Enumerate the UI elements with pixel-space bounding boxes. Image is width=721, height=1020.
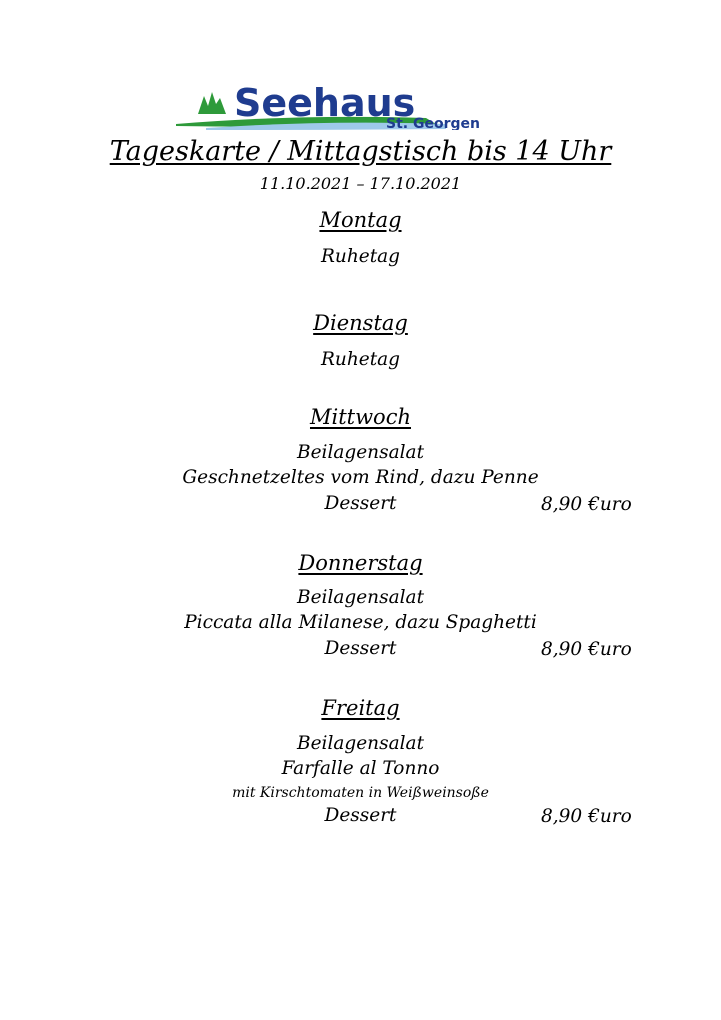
day-heading-montag: Montag xyxy=(319,208,402,232)
menu-line: Farfalle al Tonno xyxy=(281,758,440,779)
day-heading-mittwoch: Mittwoch xyxy=(309,405,411,429)
menu-line: Dessert xyxy=(324,638,397,659)
day-heading-dienstag: Dienstag xyxy=(313,311,408,335)
menu-line: Beilagensalat xyxy=(296,587,425,608)
seehaus-logo xyxy=(176,84,548,130)
price: 8,90 €uro xyxy=(541,494,632,515)
svg-text:Seehaus: Seehaus xyxy=(234,84,416,125)
menu-line: Ruhetag xyxy=(320,246,400,267)
page-title: Tageskarte / Mittagstisch bis 14 Uhr xyxy=(109,136,612,167)
menu-line: Beilagensalat xyxy=(296,733,425,754)
date-range: 11.10.2021 – 17.10.2021 xyxy=(259,174,462,193)
menu-line: Dessert xyxy=(324,805,397,826)
menu-line: Beilagensalat xyxy=(296,442,425,463)
menu-line: Ruhetag xyxy=(320,349,400,370)
price: 8,90 €uro xyxy=(541,806,632,827)
menu-line: Dessert xyxy=(324,493,397,514)
menu-line: Piccata alla Milanese, dazu Spaghetti xyxy=(184,612,537,633)
price: 8,90 €uro xyxy=(541,639,632,660)
logo-graphic xyxy=(176,84,548,130)
day-heading-donnerstag: Donnerstag xyxy=(298,551,423,575)
menu-line: mit Kirschtomaten in Weißweinsoße xyxy=(232,785,489,801)
svg-text:St. Georgen: St. Georgen xyxy=(386,116,480,130)
day-heading-freitag: Freitag xyxy=(321,696,400,720)
menu-line: Geschnetzeltes vom Rind, dazu Penne xyxy=(182,467,539,488)
